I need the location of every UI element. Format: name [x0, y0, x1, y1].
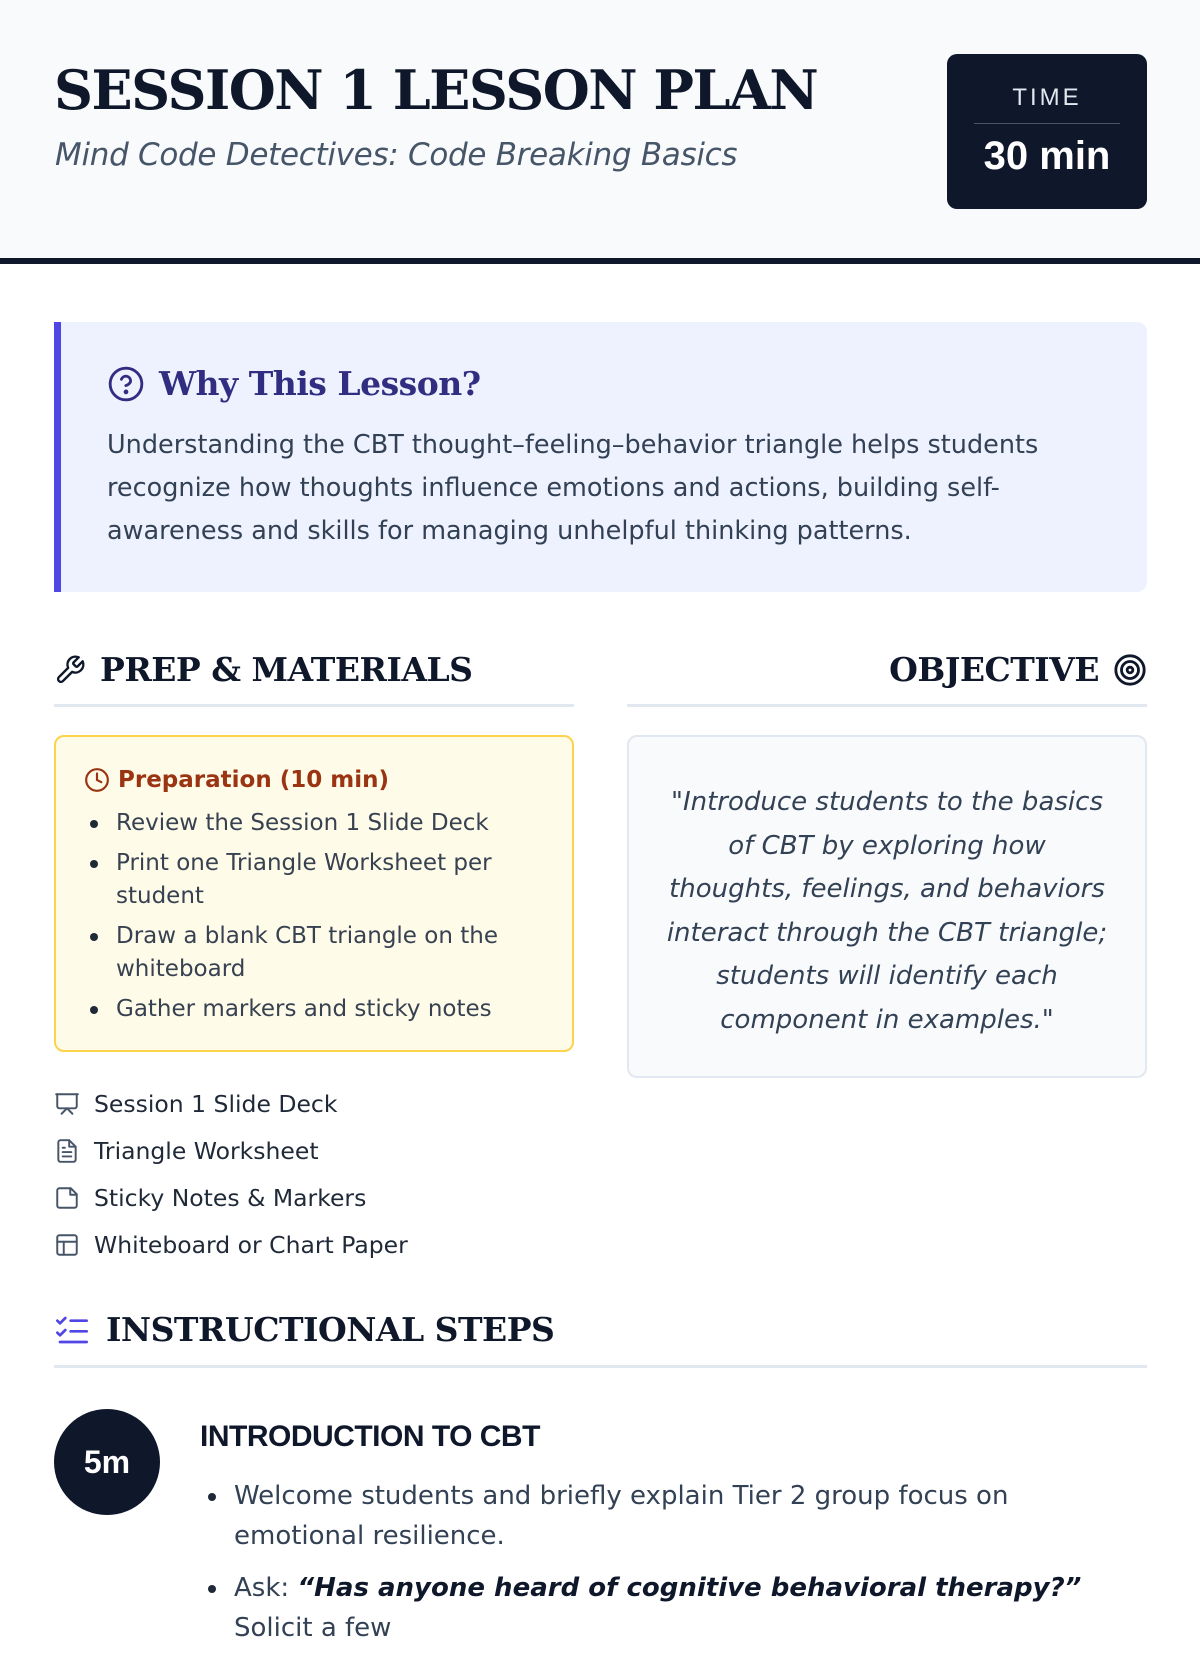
ask-suffix: Solicit a few: [234, 1613, 392, 1643]
sticky-note-icon: [54, 1185, 80, 1211]
material-item: [54, 1174, 408, 1221]
why-text: Understanding the CBT thought–feeling–behavior triangle helps students recognize how thoughts influence emotions and actions, building self-awareness and skills for managing unhelpful thinking patterns.: [107, 430, 1039, 546]
material-item: [54, 1221, 408, 1268]
steps-heading: [54, 1310, 554, 1349]
objective-text: "Introduce students to the basics of CBT by exploring how thoughts, feelings, and behaviors interact through the CBT triangle; students will identify each component in examples.": [666, 787, 1108, 1035]
preparation-list: [116, 807, 536, 1033]
page-subtitle: Mind Code Detectives: Code Breaking Basics: [55, 137, 738, 173]
material-label: Session 1 Slide Deck: [94, 1089, 338, 1118]
clock-icon: [84, 767, 110, 793]
preparation-title-label: Preparation (10 min): [118, 767, 389, 793]
ask-prefix: Ask:: [234, 1573, 298, 1603]
preparation-title: [84, 767, 389, 793]
time-value: 30 min: [983, 134, 1111, 178]
step-title: INTRODUCTION TO CBT: [200, 1420, 540, 1453]
document-icon: [54, 1138, 80, 1164]
page-header: [0, 0, 1200, 264]
prep-heading: [54, 650, 473, 689]
objective-heading-label: OBJECTIVE: [889, 650, 1099, 689]
time-label: TIME: [1012, 84, 1082, 111]
material-label: Sticky Notes & Markers: [94, 1183, 367, 1212]
why-callout: [54, 322, 1147, 592]
steps-heading-rule: [54, 1365, 1147, 1368]
objective-heading-rule: [627, 704, 1147, 707]
objective-box: [627, 735, 1147, 1078]
time-badge: [947, 54, 1147, 209]
checklist-icon: [54, 1314, 90, 1346]
prep-heading-rule: [54, 704, 574, 707]
step-duration-badge: 5m: [54, 1409, 160, 1515]
question-circle-icon: [107, 365, 145, 403]
material-label: Whiteboard or Chart Paper: [94, 1230, 408, 1259]
list-item: Print one Triangle Worksheet per student: [116, 847, 536, 913]
why-header: [107, 364, 481, 403]
material-item: [54, 1127, 408, 1174]
step-bullets: [234, 1476, 1134, 1660]
list-item: Review the Session 1 Slide Deck: [116, 807, 536, 840]
material-item: [54, 1080, 408, 1127]
list-item: Gather markers and sticky notes: [116, 993, 536, 1026]
list-item: [234, 1568, 1134, 1648]
layout-board-icon: [54, 1232, 80, 1258]
wrench-icon: [54, 654, 86, 686]
presentation-icon: [54, 1091, 80, 1117]
objective-heading: [889, 650, 1147, 689]
preparation-box: [54, 735, 574, 1052]
list-item: Draw a blank CBT triangle on the whiteboard: [116, 920, 536, 986]
time-divider: [974, 123, 1120, 124]
target-icon: [1113, 653, 1147, 687]
page-title: SESSION 1 LESSON PLAN: [54, 58, 818, 122]
ask-question: “Has anyone heard of cognitive behavioral therapy?”: [297, 1573, 1082, 1603]
prep-heading-label: PREP & MATERIALS: [100, 650, 473, 689]
why-title: Why This Lesson?: [159, 364, 481, 403]
materials-list: [54, 1080, 408, 1268]
material-label: Triangle Worksheet: [94, 1136, 319, 1165]
steps-heading-label: INSTRUCTIONAL STEPS: [106, 1310, 555, 1349]
list-item: Welcome students and briefly explain Tier 2 group focus on emotional resilience.: [234, 1476, 1134, 1556]
